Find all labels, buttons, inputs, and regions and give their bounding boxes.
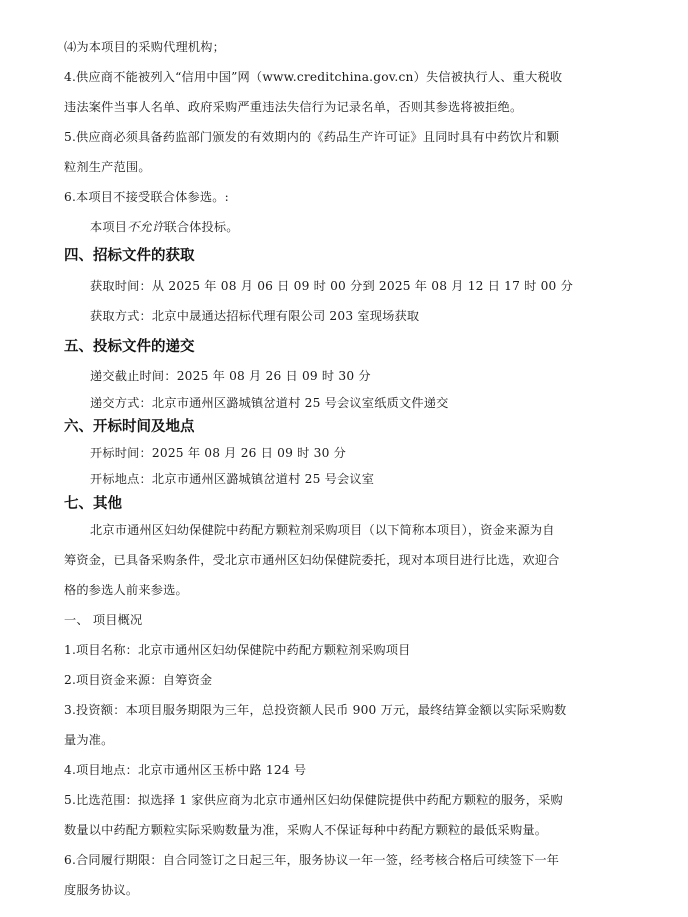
opening-time: 开标时间：2025 年 08 月 26 日 09 时 30 分 — [90, 446, 346, 460]
item-term-line2: 度服务协议。 — [64, 883, 139, 897]
clause-6: 6.本项目不接受联合体参选。: — [64, 190, 229, 204]
submission-deadline: 递交截止时间：2025 年 08 月 26 日 09 时 30 分 — [90, 369, 371, 383]
consortium-emphasis: 不允许 — [127, 220, 165, 234]
submission-method: 递交方式：北京市通州区潞城镇岔道村 25 号会议室纸质文件递交 — [90, 396, 449, 410]
section-5-heading: 五、投标文件的递交 — [64, 339, 195, 355]
overview-heading: 一、 项目概况 — [64, 613, 143, 627]
item-investment-line1: 3.投资额：本项目服务期限为三年，总投资额人民币 900 万元，最终结算金额以实际采购数 — [64, 703, 567, 717]
section-7-heading: 七、其他 — [64, 496, 122, 512]
clause-4-line2: 违法案件当事人名单、政府采购严重违法失信行为记录名单，否则其参选将被拒绝。 — [64, 100, 523, 114]
other-para-line3: 格的参选人前来参选。 — [64, 583, 188, 597]
clause-5-line2: 粒剂生产范围。 — [64, 160, 151, 174]
consortium-suffix: 联合体投标。 — [164, 220, 239, 234]
clause-4-line1: 4.供应商不能被列入“信用中国”网（www.creditchina.gov.cn）失信被执行人、重大税收 — [64, 70, 563, 84]
consortium-prefix: 本项目 — [90, 220, 128, 234]
item-investment-line2: 量为准。 — [64, 733, 114, 747]
other-para-line2: 筹资金，已具备采购条件，受北京市通州区妇幼保健院委托，现对本项目进行比选，欢迎合 — [64, 553, 560, 567]
item-location: 4.项目地点：北京市通州区玉桥中路 124 号 — [64, 763, 307, 777]
item-scope-line1: 5.比选范围：拟选择 1 家供应商为北京市通州区妇幼保健院提供中药配方颗粒的服务，采购 — [64, 793, 563, 807]
acquisition-time: 获取时间：从 2025 年 08 月 06 日 09 时 00 分到 2025 年 08 月 12 日 17 时 00 分 — [90, 279, 573, 293]
clause-5-line1: 5.供应商必须具备药监部门颁发的有效期内的《药品生产许可证》且同时具有中药饮片和颗 — [64, 130, 560, 144]
other-para-line1: 北京市通州区妇幼保健院中药配方颗粒剂采购项目（以下简称本项目），资金来源为自 — [90, 523, 555, 537]
acquisition-method: 获取方式：北京中晟通达招标代理有限公司 203 室现场获取 — [90, 309, 420, 323]
consortium-statement — [90, 218, 239, 236]
item-funding-source: 2.项目资金来源：自筹资金 — [64, 673, 213, 687]
section-4-heading: 四、招标文件的获取 — [64, 248, 195, 264]
opening-place: 开标地点：北京市通州区潞城镇岔道村 25 号会议室 — [90, 472, 375, 486]
item-project-name: 1.项目名称：北京市通州区妇幼保健院中药配方颗粒剂采购项目 — [64, 643, 411, 657]
clause-4-sub4: ⑷为本项目的采购代理机构； — [64, 40, 226, 54]
item-term-line1: 6.合同履行期限：自合同签订之日起三年，服务协议一年一签，经考核合格后可续签下一年 — [64, 853, 560, 867]
item-scope-line2: 数量以中药配方颗粒实际采购数量为准，采购人不保证每种中药配方颗粒的最低采购量。 — [64, 823, 548, 837]
section-6-heading: 六、开标时间及地点 — [64, 419, 195, 435]
